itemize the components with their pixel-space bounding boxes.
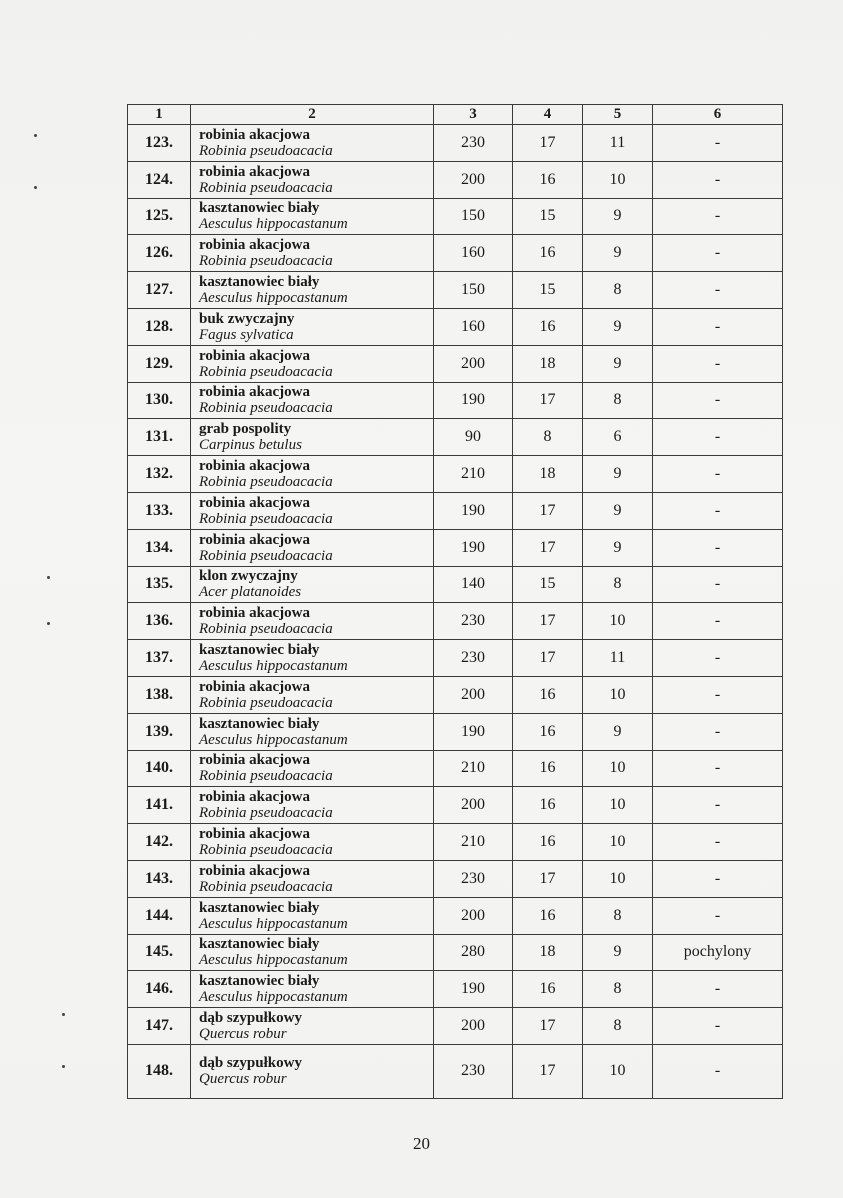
column-header-1: 1: [128, 105, 191, 125]
scan-speck: [62, 1013, 65, 1016]
polish-name: robinia akacjowa: [199, 237, 310, 254]
polish-name: robinia akacjowa: [199, 163, 310, 180]
latin-name: Robinia pseudoacacia: [199, 179, 333, 196]
column-3-value: 230: [434, 1044, 513, 1098]
column-4-value: 17: [513, 529, 583, 566]
column-5-value: 9: [583, 713, 653, 750]
row-number: 136.: [128, 603, 191, 640]
column-4-value: 17: [513, 382, 583, 419]
latin-name: Aesculus hippocastanum: [199, 731, 348, 748]
row-number: 139.: [128, 713, 191, 750]
column-4-value: 8: [513, 419, 583, 456]
table-row: [128, 897, 783, 934]
column-5-value: 6: [583, 419, 653, 456]
species-cell: [191, 603, 434, 640]
column-3-value: 230: [434, 603, 513, 640]
table-header-row: [128, 105, 783, 125]
page-number: 20: [413, 1134, 430, 1153]
column-5-value: 8: [583, 382, 653, 419]
polish-name: dąb szypułkowy: [199, 1055, 302, 1072]
column-4-value: 17: [513, 860, 583, 897]
remarks-value: -: [653, 198, 783, 235]
column-5-value: 10: [583, 161, 653, 198]
table-row: [128, 161, 783, 198]
species-cell: [191, 308, 434, 345]
column-3-value: 210: [434, 456, 513, 493]
latin-name: Quercus robur: [199, 1026, 287, 1043]
species-cell: [191, 1044, 434, 1098]
row-number: 129.: [128, 345, 191, 382]
species-cell: [191, 1008, 434, 1045]
latin-name: Robinia pseudoacacia: [199, 621, 333, 638]
polish-name: klon zwyczajny: [199, 568, 298, 585]
column-5-value: 9: [583, 235, 653, 272]
row-number: 123.: [128, 125, 191, 162]
tree-inventory-table: [127, 104, 783, 1099]
column-5-value: 9: [583, 934, 653, 971]
remarks-value: -: [653, 382, 783, 419]
row-number: 128.: [128, 308, 191, 345]
remarks-value: -: [653, 750, 783, 787]
column-5-value: 10: [583, 603, 653, 640]
latin-name: Robinia pseudoacacia: [199, 474, 333, 491]
column-4-value: 16: [513, 161, 583, 198]
column-5-value: 10: [583, 824, 653, 861]
table-row: [128, 603, 783, 640]
polish-name: robinia akacjowa: [199, 126, 310, 143]
row-number: 131.: [128, 419, 191, 456]
species-cell: [191, 272, 434, 309]
table-row: [128, 824, 783, 861]
row-number: 132.: [128, 456, 191, 493]
remarks-value: -: [653, 161, 783, 198]
table-row: [128, 419, 783, 456]
scan-speck: [34, 186, 37, 189]
column-3-value: 190: [434, 713, 513, 750]
polish-name: grab pospolity: [199, 421, 292, 438]
remarks-value: -: [653, 345, 783, 382]
remarks-value: -: [653, 1008, 783, 1045]
column-4-value: 16: [513, 308, 583, 345]
latin-name: Robinia pseudoacacia: [199, 805, 333, 822]
table-row: [128, 676, 783, 713]
column-5-value: 9: [583, 529, 653, 566]
table-row: [128, 1008, 783, 1045]
remarks-value: -: [653, 272, 783, 309]
table-row: [128, 971, 783, 1008]
row-number: 127.: [128, 272, 191, 309]
species-cell: [191, 235, 434, 272]
remarks-value: -: [653, 308, 783, 345]
row-number: 130.: [128, 382, 191, 419]
column-3-value: 150: [434, 272, 513, 309]
polish-name: dąb szypułkowy: [199, 1010, 302, 1027]
column-4-value: 15: [513, 198, 583, 235]
latin-name: Acer platanoides: [199, 584, 302, 601]
row-number: 137.: [128, 640, 191, 677]
scan-speck: [62, 1065, 65, 1068]
latin-name: Robinia pseudoacacia: [199, 768, 333, 785]
remarks-value: -: [653, 676, 783, 713]
column-5-value: 8: [583, 897, 653, 934]
remarks-value: -: [653, 897, 783, 934]
row-number: 142.: [128, 824, 191, 861]
remarks-value: -: [653, 603, 783, 640]
column-3-value: 200: [434, 1008, 513, 1045]
species-cell: [191, 198, 434, 235]
polish-name: kasztanowiec biały: [199, 973, 320, 990]
table-row: [128, 750, 783, 787]
column-3-value: 190: [434, 971, 513, 1008]
remarks-value: -: [653, 529, 783, 566]
scan-speck: [34, 134, 37, 137]
column-3-value: 90: [434, 419, 513, 456]
latin-name: Fagus sylvatica: [199, 326, 294, 343]
polish-name: robinia akacjowa: [199, 752, 310, 769]
column-5-value: 10: [583, 787, 653, 824]
column-5-value: 11: [583, 640, 653, 677]
latin-name: Aesculus hippocastanum: [199, 952, 348, 969]
column-5-value: 10: [583, 676, 653, 713]
remarks-value: -: [653, 566, 783, 603]
remarks-value: -: [653, 713, 783, 750]
column-3-value: 140: [434, 566, 513, 603]
row-number: 145.: [128, 934, 191, 971]
column-5-value: 8: [583, 566, 653, 603]
latin-name: Robinia pseudoacacia: [199, 400, 333, 417]
polish-name: kasztanowiec biały: [199, 274, 320, 291]
table-row: [128, 640, 783, 677]
row-number: 143.: [128, 860, 191, 897]
table-row: [128, 934, 783, 971]
species-cell: [191, 345, 434, 382]
polish-name: robinia akacjowa: [199, 862, 310, 879]
column-3-value: 200: [434, 676, 513, 713]
column-header-2: 2: [191, 105, 434, 125]
polish-name: robinia akacjowa: [199, 678, 310, 695]
remarks-value: -: [653, 492, 783, 529]
row-number: 147.: [128, 1008, 191, 1045]
row-number: 140.: [128, 750, 191, 787]
column-3-value: 200: [434, 161, 513, 198]
column-3-value: 190: [434, 492, 513, 529]
latin-name: Aesculus hippocastanum: [199, 989, 348, 1006]
column-header-3: 3: [434, 105, 513, 125]
column-3-value: 160: [434, 235, 513, 272]
row-number: 133.: [128, 492, 191, 529]
species-cell: [191, 750, 434, 787]
column-5-value: 8: [583, 1008, 653, 1045]
latin-name: Robinia pseudoacacia: [199, 547, 333, 564]
polish-name: robinia akacjowa: [199, 494, 310, 511]
table-body: [128, 125, 783, 1099]
column-4-value: 18: [513, 456, 583, 493]
column-3-value: 210: [434, 750, 513, 787]
species-cell: [191, 897, 434, 934]
column-3-value: 280: [434, 934, 513, 971]
remarks-value: -: [653, 1044, 783, 1098]
column-header-6: 6: [653, 105, 783, 125]
column-5-value: 8: [583, 971, 653, 1008]
column-4-value: 15: [513, 272, 583, 309]
column-4-value: 17: [513, 640, 583, 677]
latin-name: Aesculus hippocastanum: [199, 915, 348, 932]
remarks-value: -: [653, 235, 783, 272]
remarks-value: pochylony: [653, 934, 783, 971]
species-cell: [191, 456, 434, 493]
column-4-value: 16: [513, 235, 583, 272]
species-cell: [191, 161, 434, 198]
column-3-value: 200: [434, 897, 513, 934]
column-5-value: 9: [583, 308, 653, 345]
table-row: [128, 492, 783, 529]
species-cell: [191, 419, 434, 456]
column-5-value: 10: [583, 750, 653, 787]
remarks-value: -: [653, 456, 783, 493]
row-number: 134.: [128, 529, 191, 566]
remarks-value: -: [653, 640, 783, 677]
column-4-value: 18: [513, 934, 583, 971]
row-number: 135.: [128, 566, 191, 603]
table-row: [128, 382, 783, 419]
polish-name: robinia akacjowa: [199, 826, 310, 843]
latin-name: Aesculus hippocastanum: [199, 290, 348, 307]
column-3-value: 190: [434, 529, 513, 566]
remarks-value: -: [653, 824, 783, 861]
column-4-value: 16: [513, 676, 583, 713]
table-row: [128, 198, 783, 235]
row-number: 146.: [128, 971, 191, 1008]
column-4-value: 17: [513, 492, 583, 529]
species-cell: [191, 640, 434, 677]
column-header-4: 4: [513, 105, 583, 125]
column-3-value: 230: [434, 860, 513, 897]
column-4-value: 17: [513, 603, 583, 640]
column-3-value: 160: [434, 308, 513, 345]
polish-name: buk zwyczajny: [199, 310, 295, 327]
remarks-value: -: [653, 860, 783, 897]
column-3-value: 210: [434, 824, 513, 861]
species-cell: [191, 971, 434, 1008]
column-5-value: 9: [583, 456, 653, 493]
latin-name: Robinia pseudoacacia: [199, 253, 333, 270]
row-number: 125.: [128, 198, 191, 235]
column-5-value: 10: [583, 1044, 653, 1098]
column-4-value: 17: [513, 1044, 583, 1098]
remarks-value: -: [653, 125, 783, 162]
column-4-value: 16: [513, 971, 583, 1008]
species-cell: [191, 382, 434, 419]
column-5-value: 11: [583, 125, 653, 162]
scan-speck: [47, 622, 50, 625]
column-3-value: 150: [434, 198, 513, 235]
latin-name: Aesculus hippocastanum: [199, 216, 348, 233]
species-cell: [191, 492, 434, 529]
column-3-value: 230: [434, 125, 513, 162]
species-cell: [191, 824, 434, 861]
column-5-value: 10: [583, 860, 653, 897]
column-5-value: 9: [583, 345, 653, 382]
latin-name: Robinia pseudoacacia: [199, 510, 333, 527]
column-5-value: 9: [583, 492, 653, 529]
remarks-value: -: [653, 419, 783, 456]
table-row: [128, 235, 783, 272]
column-4-value: 16: [513, 750, 583, 787]
latin-name: Robinia pseudoacacia: [199, 694, 333, 711]
table-row: [128, 529, 783, 566]
polish-name: robinia akacjowa: [199, 384, 310, 401]
latin-name: Robinia pseudoacacia: [199, 842, 333, 859]
row-number: 124.: [128, 161, 191, 198]
table-row: [128, 566, 783, 603]
polish-name: kasztanowiec biały: [199, 936, 320, 953]
row-number: 148.: [128, 1044, 191, 1098]
polish-name: robinia akacjowa: [199, 605, 310, 622]
latin-name: Robinia pseudoacacia: [199, 142, 333, 159]
remarks-value: -: [653, 971, 783, 1008]
row-number: 141.: [128, 787, 191, 824]
latin-name: Quercus robur: [199, 1071, 287, 1088]
species-cell: [191, 934, 434, 971]
column-5-value: 8: [583, 272, 653, 309]
column-4-value: 17: [513, 1008, 583, 1045]
polish-name: robinia akacjowa: [199, 347, 310, 364]
column-4-value: 17: [513, 125, 583, 162]
scan-speck: [47, 576, 50, 579]
column-4-value: 16: [513, 897, 583, 934]
table-row: [128, 308, 783, 345]
polish-name: robinia akacjowa: [199, 531, 310, 548]
table-row: [128, 125, 783, 162]
polish-name: kasztanowiec biały: [199, 200, 320, 217]
column-3-value: 230: [434, 640, 513, 677]
latin-name: Robinia pseudoacacia: [199, 363, 333, 380]
column-4-value: 15: [513, 566, 583, 603]
column-4-value: 16: [513, 824, 583, 861]
table-row: [128, 345, 783, 382]
table-row: [128, 1044, 783, 1098]
polish-name: robinia akacjowa: [199, 789, 310, 806]
table-row: [128, 713, 783, 750]
species-cell: [191, 713, 434, 750]
table-row: [128, 860, 783, 897]
row-number: 138.: [128, 676, 191, 713]
table-row: [128, 456, 783, 493]
latin-name: Aesculus hippocastanum: [199, 658, 348, 675]
column-3-value: 190: [434, 382, 513, 419]
polish-name: kasztanowiec biały: [199, 642, 320, 659]
column-4-value: 16: [513, 787, 583, 824]
column-5-value: 9: [583, 198, 653, 235]
row-number: 144.: [128, 897, 191, 934]
species-cell: [191, 860, 434, 897]
polish-name: kasztanowiec biały: [199, 715, 320, 732]
row-number: 126.: [128, 235, 191, 272]
column-4-value: 18: [513, 345, 583, 382]
species-cell: [191, 676, 434, 713]
column-4-value: 16: [513, 713, 583, 750]
polish-name: robinia akacjowa: [199, 458, 310, 475]
table-row: [128, 787, 783, 824]
column-header-5: 5: [583, 105, 653, 125]
table-row: [128, 272, 783, 309]
species-cell: [191, 529, 434, 566]
latin-name: Robinia pseudoacacia: [199, 878, 333, 895]
column-3-value: 200: [434, 787, 513, 824]
species-cell: [191, 125, 434, 162]
species-cell: [191, 566, 434, 603]
species-cell: [191, 787, 434, 824]
column-3-value: 200: [434, 345, 513, 382]
latin-name: Carpinus betulus: [199, 437, 302, 454]
polish-name: kasztanowiec biały: [199, 899, 320, 916]
remarks-value: -: [653, 787, 783, 824]
